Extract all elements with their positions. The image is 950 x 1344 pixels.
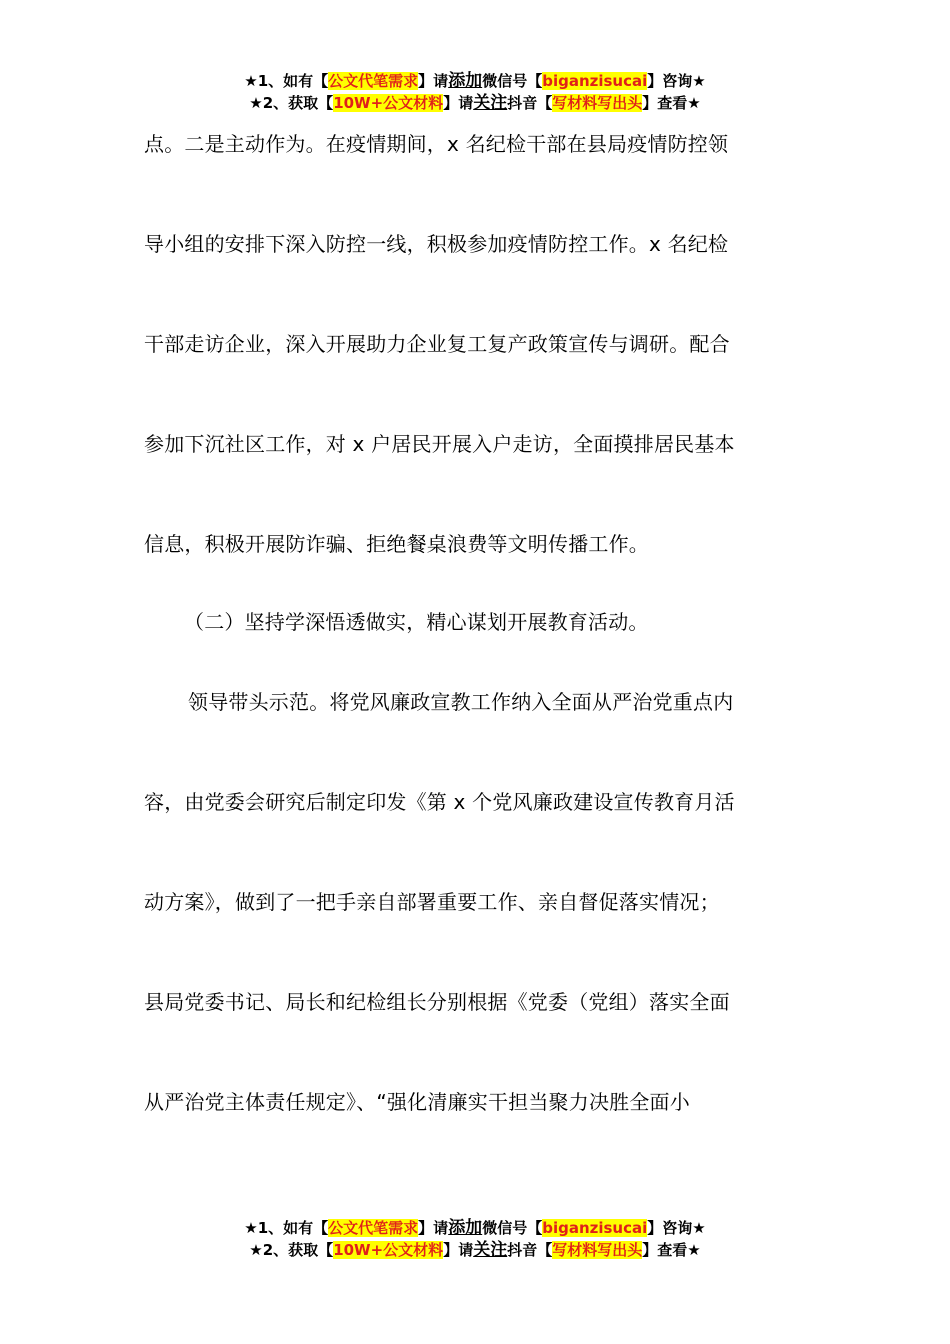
banner-text: ★1、如有【 bbox=[244, 72, 329, 90]
banner-text: ★2、获取【 bbox=[249, 1241, 334, 1259]
banner-text: 抖音【 bbox=[507, 94, 553, 112]
header-banner bbox=[0, 70, 950, 114]
paragraph-line: 干部走访企业，深入开展助力企业复工复产政策宣传与调研。配合 bbox=[144, 332, 730, 356]
banner-highlight: 10W+公文材料 bbox=[333, 94, 444, 112]
banner-text: 】请 bbox=[418, 1219, 449, 1237]
paragraph-line: 容，由党委会研究后制定印发《第 x 个党风廉政建设宣传教育月活 bbox=[144, 790, 735, 814]
banner-line-2 bbox=[0, 1239, 950, 1261]
banner-text: 】咨询★ bbox=[647, 72, 706, 90]
banner-line-1 bbox=[0, 1217, 950, 1239]
paragraph-line: 县局党委书记、局长和纪检组长分别根据《党委（党组）落实全面 bbox=[144, 990, 730, 1014]
paragraph-line: 从严治党主体责任规定》、“强化清廉实干担当聚力决胜全面小 bbox=[144, 1090, 690, 1114]
banner-text: 】查看★ bbox=[642, 94, 701, 112]
paragraph-line: 信息，积极开展防诈骗、拒绝餐桌浪费等文明传播工作。 bbox=[144, 532, 649, 556]
banner-line-2 bbox=[0, 92, 950, 114]
banner-text: 抖音【 bbox=[507, 1241, 553, 1259]
banner-text: 微信号【 bbox=[482, 1219, 543, 1237]
banner-highlight: 10W+公文材料 bbox=[333, 1241, 444, 1259]
section-heading: （二）坚持学深悟透做实，精心谋划开展教育活动。 bbox=[184, 610, 649, 634]
paragraph-line: 参加下沉社区工作，对 x 户居民开展入户走访，全面摸排居民基本 bbox=[144, 432, 735, 456]
banner-emphasis: 添加 bbox=[448, 71, 483, 91]
banner-text: 】请 bbox=[443, 94, 474, 112]
banner-emphasis: 关注 bbox=[473, 93, 508, 113]
banner-highlight: 公文代笔需求 bbox=[328, 72, 419, 90]
paragraph-line: 导小组的安排下深入防控一线，积极参加疫情防控工作。x 名纪检 bbox=[144, 232, 729, 256]
banner-text: 微信号【 bbox=[482, 72, 543, 90]
banner-text: 】请 bbox=[418, 72, 449, 90]
banner-highlight: biganzisucai bbox=[542, 1219, 648, 1237]
banner-emphasis: 添加 bbox=[448, 1218, 483, 1238]
banner-emphasis: 关注 bbox=[473, 1240, 508, 1260]
banner-text: 】查看★ bbox=[642, 1241, 701, 1259]
banner-text: 】咨询★ bbox=[647, 1219, 706, 1237]
banner-highlight: biganzisucai bbox=[542, 72, 648, 90]
banner-text: ★1、如有【 bbox=[244, 1219, 329, 1237]
paragraph-line: 领导带头示范。将党风廉政宣教工作纳入全面从严治党重点内 bbox=[188, 690, 734, 714]
banner-highlight: 写材料写出头 bbox=[552, 1241, 643, 1259]
banner-highlight: 写材料写出头 bbox=[552, 94, 643, 112]
banner-text: 】请 bbox=[443, 1241, 474, 1259]
paragraph-line: 点。二是主动作为。在疫情期间，x 名纪检干部在县局疫情防控领 bbox=[144, 132, 729, 156]
paragraph-line: 动方案》，做到了一把手亲自部署重要工作、亲自督促落实情况； bbox=[144, 890, 720, 914]
banner-line-1 bbox=[0, 70, 950, 92]
banner-text: ★2、获取【 bbox=[249, 94, 334, 112]
banner-highlight: 公文代笔需求 bbox=[328, 1219, 419, 1237]
footer-banner bbox=[0, 1217, 950, 1261]
